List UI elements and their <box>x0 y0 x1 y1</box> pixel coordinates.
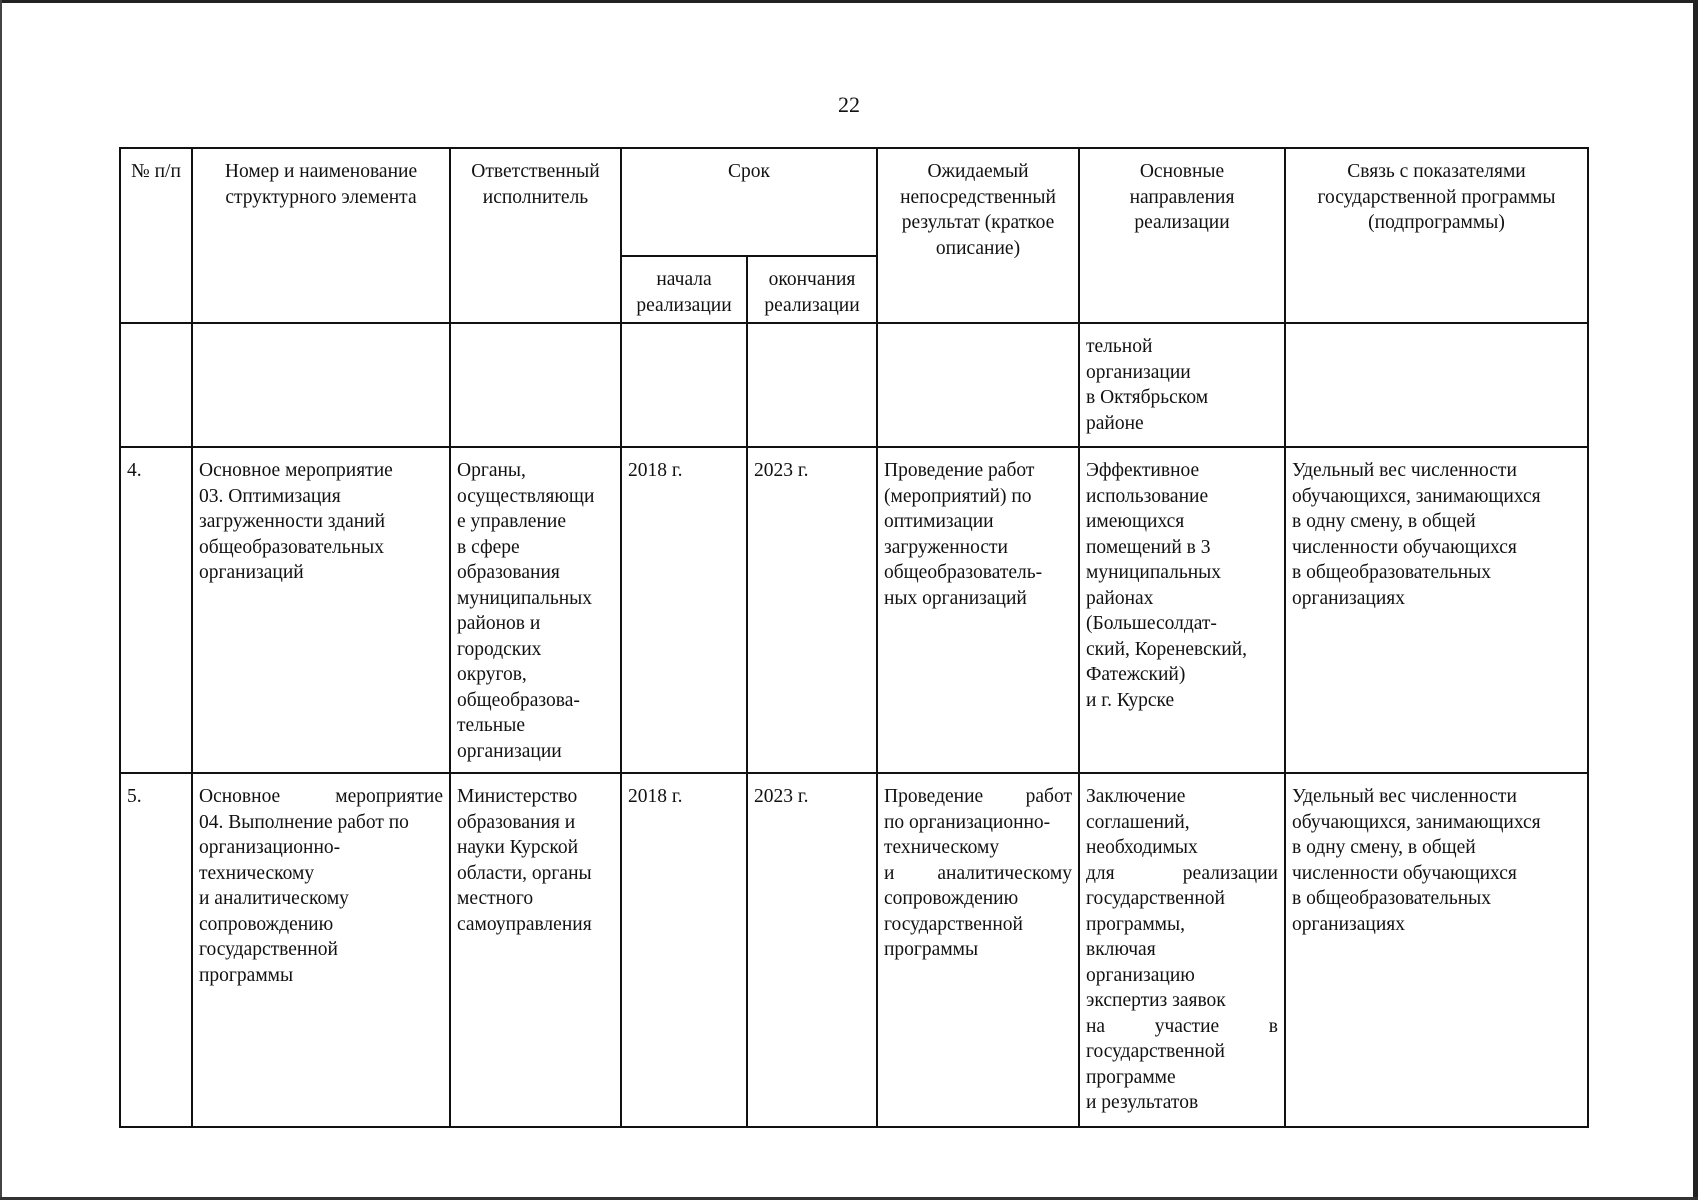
cell-end <box>747 323 877 447</box>
text-line: и результатов <box>1086 1092 1199 1113</box>
cell-link <box>1285 773 1588 1127</box>
text-line: городских <box>457 638 542 660</box>
text-line-justified <box>199 784 443 810</box>
table-row <box>120 773 1588 1127</box>
text-line: е управление <box>457 511 566 532</box>
text-line: округов, <box>457 664 527 685</box>
text-line-justified <box>884 861 1072 887</box>
text-line: и аналитическому <box>199 888 349 909</box>
text-line-justified <box>884 784 1072 810</box>
text-line: муниципальных <box>457 587 593 609</box>
text-line: оптимизации <box>884 511 994 532</box>
header-term-start: начала реализации <box>621 256 747 323</box>
text-line: (мероприятий) по <box>884 485 1032 507</box>
cell-end: 2023 г. <box>747 447 877 773</box>
text-line: программы, <box>1086 913 1185 935</box>
word: аналитическому <box>937 862 1072 884</box>
text-line: в одну смену, в общей <box>1292 837 1476 858</box>
text-line: Удельный вес численности <box>1292 460 1517 481</box>
text-line: обучающихся, занимающихся <box>1292 811 1541 833</box>
cell-element <box>192 773 450 1127</box>
text-line: программы <box>199 964 294 986</box>
header-responsible: Ответственный исполнитель <box>450 148 621 323</box>
text-line: Основное мероприятие <box>199 460 393 481</box>
text-line: науки Курской <box>457 837 578 858</box>
scan-edge-right <box>1693 0 1698 1200</box>
cell-link <box>1285 323 1588 447</box>
cell-result <box>877 447 1079 773</box>
text-line: государственной <box>884 913 1023 935</box>
text-line: государственной <box>199 939 338 960</box>
header-term-end: окончания реализации <box>747 256 877 323</box>
text-line: организациях <box>1292 587 1405 609</box>
text-line: образования и <box>457 811 576 833</box>
page-number: 22 <box>838 92 860 117</box>
text-line: ных организаций <box>884 587 1027 609</box>
cell-responsible <box>450 773 621 1127</box>
text-line: включая <box>1086 939 1156 960</box>
text-line: (Большесолдат- <box>1086 613 1217 634</box>
text-line: Заключение <box>1086 786 1186 807</box>
header-row <box>120 148 1588 256</box>
cell-result <box>877 323 1079 447</box>
text-line: в общеобразовательных <box>1292 888 1492 909</box>
cell-element <box>192 323 450 447</box>
header-term: Срок <box>621 148 877 256</box>
cell-start: 2018 г. <box>621 773 747 1127</box>
cell-num: 4. <box>120 447 192 773</box>
text-line-justified <box>1086 861 1278 887</box>
text-line: загруженности <box>884 536 1008 558</box>
text-line: организационно- <box>199 837 341 858</box>
text-line: в одну смену, в общей <box>1292 511 1476 532</box>
text-line: необходимых <box>1086 837 1198 858</box>
word: участие <box>1154 1015 1220 1037</box>
header-result: Ожидаемый непосредственный результат (краткое описание) <box>877 148 1079 323</box>
table-row <box>120 447 1588 773</box>
word: на <box>1086 1015 1106 1037</box>
cell-num <box>120 323 192 447</box>
text-line: и г. Курске <box>1086 689 1175 711</box>
text-line: образования <box>457 562 560 583</box>
text-line: организацию <box>1086 964 1195 986</box>
text-line: по организационно- <box>884 811 1051 833</box>
text-line: организации <box>457 740 562 762</box>
cell-directions <box>1079 447 1285 773</box>
word: для <box>1086 862 1115 884</box>
word: Основное <box>199 786 281 807</box>
text-line: сопровождению <box>199 913 334 935</box>
text-line: Удельный вес численности <box>1292 786 1517 807</box>
text-line: Министерство <box>457 786 578 807</box>
header-link: Связь с показателями государственной программы (подпрограммы) <box>1285 148 1588 323</box>
cell-link <box>1285 447 1588 773</box>
text-line: районов и <box>457 613 541 634</box>
text-line: районах <box>1086 587 1154 609</box>
text-line: программы <box>884 939 979 960</box>
text-line: самоуправления <box>457 913 592 935</box>
text-line: тельные <box>457 715 525 736</box>
text-line: в сфере <box>457 536 520 558</box>
header-directions: Основные направления реализации <box>1079 148 1285 323</box>
text-line: Проведение работ <box>884 460 1035 481</box>
text-line: помещений в 3 <box>1086 536 1211 558</box>
word: и <box>884 862 895 884</box>
text-line: общеобразователь- <box>884 562 1043 583</box>
text-line-justified <box>1086 1014 1278 1040</box>
text-line: организации <box>1086 361 1191 383</box>
scan-edge-left <box>0 0 2 1200</box>
text-line: государственной <box>1086 888 1225 909</box>
cell-num: 5. <box>120 773 192 1127</box>
text-line: обучающихся, занимающихся <box>1292 485 1541 507</box>
word: реализации <box>1182 862 1278 884</box>
header-num: № п/п <box>120 148 192 323</box>
cell-directions <box>1079 323 1285 447</box>
text-line: государственной <box>1086 1041 1225 1062</box>
word: Проведение <box>884 786 984 807</box>
text-line: соглашений, <box>1086 811 1190 833</box>
plan-table <box>119 147 1589 1128</box>
table-row <box>120 323 1588 447</box>
cell-directions <box>1079 773 1285 1127</box>
word: мероприятие <box>335 786 443 807</box>
cell-responsible <box>450 323 621 447</box>
text-line: Фатежский) <box>1086 664 1186 685</box>
text-line: численности обучающихся <box>1292 536 1517 558</box>
text-line: местного <box>457 888 534 909</box>
cell-start: 2018 г. <box>621 447 747 773</box>
text-line: техническому <box>884 837 1000 858</box>
text-line: Эффективное <box>1086 460 1200 481</box>
cell-element <box>192 447 450 773</box>
text-line: 03. Оптимизация <box>199 485 341 507</box>
text-line: экспертиз заявок <box>1086 990 1226 1011</box>
text-line: Органы, <box>457 460 526 481</box>
text-line: в Октябрьском <box>1086 387 1209 408</box>
text-line: организациях <box>1292 913 1405 935</box>
text-line: техническому <box>199 862 315 884</box>
text-line: в общеобразовательных <box>1292 562 1492 583</box>
text-line: области, органы <box>457 862 592 884</box>
cell-result <box>877 773 1079 1127</box>
text-line: 04. Выполнение работ по <box>199 811 409 833</box>
cell-end: 2023 г. <box>747 773 877 1127</box>
header-element: Номер и наименование структурного элемента <box>192 148 450 323</box>
text-line: использование <box>1086 485 1209 507</box>
text-line: загруженности зданий <box>199 511 386 532</box>
text-line: организаций <box>199 562 304 583</box>
text-line: районе <box>1086 412 1144 434</box>
text-line: общеобразова- <box>457 689 580 711</box>
word: работ <box>1025 786 1072 807</box>
text-line: общеобразовательных <box>199 536 384 558</box>
word: в <box>1268 1015 1278 1037</box>
text-line: численности обучающихся <box>1292 862 1517 884</box>
text-line: тельной <box>1086 336 1153 357</box>
scan-edge-top <box>0 0 1698 3</box>
text-line: муниципальных <box>1086 562 1222 583</box>
cell-responsible <box>450 447 621 773</box>
text-line: осуществляющи <box>457 485 595 507</box>
cell-start <box>621 323 747 447</box>
text-line: программе <box>1086 1066 1176 1088</box>
text-line: сопровождению <box>884 888 1019 909</box>
text-line: ский, Кореневский, <box>1086 638 1247 660</box>
text-line: имеющихся <box>1086 511 1185 532</box>
